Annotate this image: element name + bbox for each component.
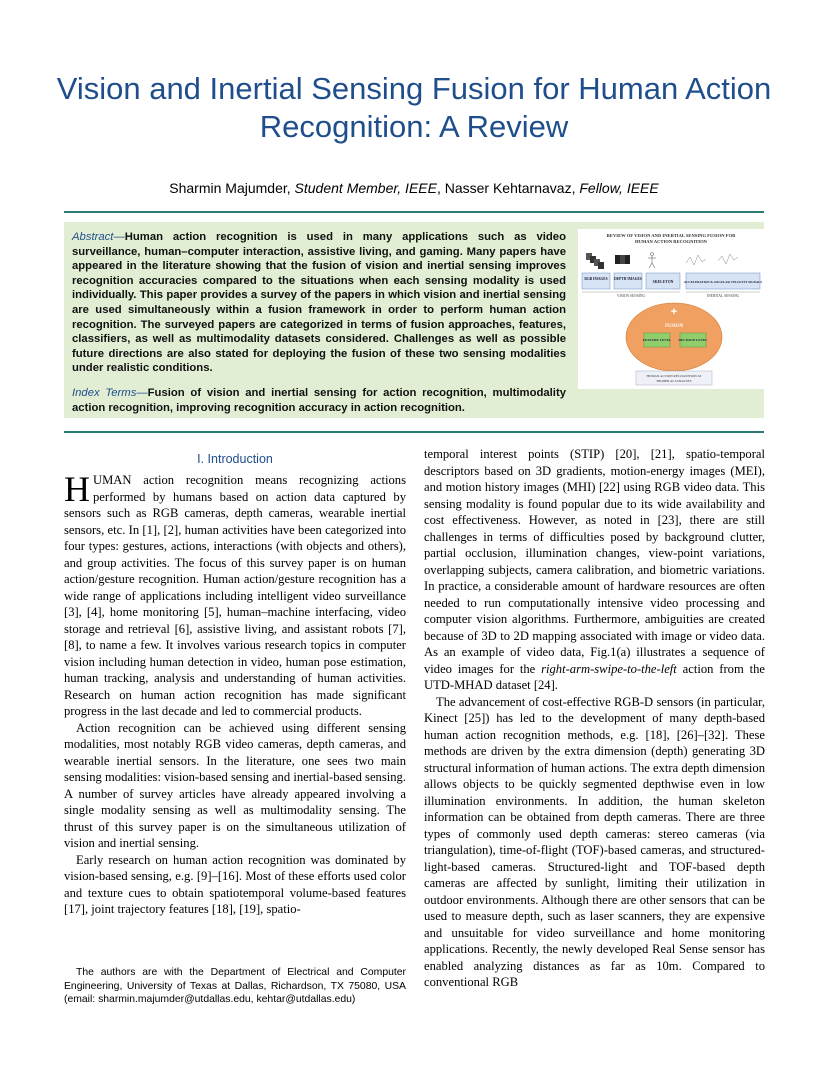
paragraph-3: Early research on human action recognition was dominated by vision-based sensing, e.g. [9]–[16]. Most of these efforts used color and texture cues to obtain spatiotemporal volume-based features [17], joint trajectory features [18], [19], spatio- bbox=[64, 852, 406, 916]
box-depth-label: DEPTH IMAGES bbox=[614, 277, 642, 281]
top-rule bbox=[64, 211, 764, 213]
plus-icon: + bbox=[670, 306, 678, 318]
author-separator: , Nasser Kehtarnavaz, bbox=[436, 180, 580, 196]
feature-level-label: FEATURE LEVEL bbox=[642, 338, 672, 342]
column-left bbox=[64, 469, 406, 918]
paragraph-4 bbox=[424, 446, 765, 694]
fig-title-1: REVIEW OF VISION AND INERTIAL SENSING FUSION FOR bbox=[606, 233, 736, 238]
footnote bbox=[64, 966, 406, 1007]
box-accel-label: ACCELERATION & ANGULAR VELOCITY SIGNALS bbox=[683, 280, 763, 284]
decision-level-label: DECISION LEVEL bbox=[678, 338, 708, 342]
author-line bbox=[40, 180, 788, 196]
index-terms bbox=[72, 386, 566, 415]
footnote-text: The authors are with the Department of Electrical and Computer Engineering, University of Texas at Dallas, Richardson, TX 75080, USA (email: sharmin.majumder@utdallas.edu, kehtar@utdallas.edu) bbox=[64, 967, 406, 1006]
paragraph-1-text: UMAN action recognition means recognizing actions performed by humans based on action data captured by sensors such as RGB cameras, depth cameras, wearable inertial sensors, etc. In [1], [2], human activities have been categorized into four types: gestures, actions, interactions (with objects and others), and group activities. The focus of this survey paper is on human action/gesture recognition. Human action/gesture recognition has a wide range of applications including intelligent video surveillance [3], [4], home monitoring [5], human–machine interfacing, video storage and retrieval [6], assistive living, and assistant robots [7], [8], to name a few. It involves various research topics in computer vision including human detection in video, human pose estimation, human tracking, analysis and understanding of human activities. Research on human action recognition has made significant progress in the last decade and led to commercial products. bbox=[64, 473, 406, 718]
abstract-dash: — bbox=[113, 231, 125, 243]
index-terms-dash: — bbox=[136, 387, 148, 399]
abstract bbox=[72, 230, 566, 376]
paragraph-4-text-a: temporal interest points (STIP) [20], [21], spatio-temporal descriptors based on 3D gradients, motion-energy images (MEI), and motion history images (MHI) [22] using RGB video data. This sensing modality is found popular due to its wide availability and cost effectiveness. However, as noted in [23], there are still challenges in terms of difficulties posed by background clutter, partial occlusion, illumination changes, view-point variations, overlapping subjects, camera calibration, and biometric variations. In practice, a considerable amount of hardware resources are often needed to run computationally intensive video processing and computer vision algorithms. Furthermore, ambiguities are created because of 3D to 2D mapping associated with image or video data. As an example of video data, Fig.1(a) illustrates a sequence of video images for the bbox=[424, 447, 765, 676]
author-1-role: Student Member, IEEE bbox=[294, 180, 437, 196]
action-name: right-arm-swipe-to-the-left bbox=[541, 661, 677, 676]
index-terms-lead: Index Terms bbox=[72, 387, 137, 399]
author-2-role: Fellow, IEEE bbox=[579, 180, 659, 196]
column-right bbox=[424, 446, 765, 991]
result-line-1: HUMAN ACTION RECOGNITION AT bbox=[646, 374, 702, 378]
depth-frames-icon bbox=[615, 255, 630, 264]
result-line-2: HIGHER ACCURACIES bbox=[656, 379, 692, 383]
box-rgb-label: RGB IMAGES bbox=[584, 277, 608, 281]
figure-svg bbox=[578, 229, 764, 389]
abstract-lead: Abstract bbox=[72, 231, 114, 243]
graphical-abstract-figure bbox=[578, 229, 764, 389]
author-1-name: Sharmin Majumder, bbox=[169, 180, 295, 196]
section-heading: I. Introduction bbox=[197, 452, 273, 466]
fusion-label: FUSION bbox=[664, 324, 684, 329]
fig-title-2: HUMAN ACTION RECOGNITION bbox=[635, 239, 707, 244]
paragraph-5: The advancement of cost-effective RGB-D sensors (in particular, Kinect [25]) has led to the development of many depth-based human action recognition methods, e.g. [18], [26]–[32]. These methods are driven by the extra dimension (depth) generating 3D structural information of human actions. The extra depth dimension allows objects to be quickly segmented depthwise even in low illumination environments. In addition, the human skeleton information can be obtained from depth cameras. There are three types of commonly used depth cameras: stereo cameras (via triangulation), time-of-flight (TOF)-based cameras, and structured-light-based cameras. Structured-light and TOF-based depth cameras are affected by sunlight, limiting their utilization in outdoor environments. Although there are other sensors that can be used to measure depth, such as laser scanners, they are expensive and unsuitable for video surveillance and home monitoring applications. Recently, the newly developed Real Sense sensor has enabled analyzing distances as far as 10m. Compared to conventional RGB bbox=[424, 694, 765, 989]
box-rgb bbox=[582, 273, 610, 289]
paper-title: Vision and Inertial Sensing Fusion for Human Action Recognition: A Review bbox=[56, 71, 772, 144]
box-skeleton-label: SKELETON bbox=[652, 280, 674, 284]
bottom-rule bbox=[64, 431, 764, 433]
box-depth bbox=[614, 273, 642, 289]
index-terms-body: Fusion of vision and inertial sensing for action recognition, multimodality action recognition, improving recognition accuracy in action recognition. bbox=[72, 387, 566, 414]
label-vision-sensing: VISION SENSING bbox=[616, 294, 646, 298]
paragraph-1 bbox=[64, 469, 406, 720]
paragraph-2: Action recognition can be achieved using different sensing modalities, most notably RGB video cameras, depth cameras, and wearable inertial sensors. In the literature, one sees two main sensing modalities: vision-based sensing and inertial-based sensing. A number of survey articles have already appeared involving a single modality sensing as well as multimodality sensing. The thrust of this survey paper is on the simultaneous utilization of vision and inertial sensing. bbox=[64, 720, 406, 850]
label-inertial-sensing: INERTIAL SENSING bbox=[706, 294, 740, 298]
paragraph-4-text-b: action from the UTD-MHAD dataset [24]. bbox=[424, 661, 765, 692]
drop-cap: H bbox=[64, 469, 90, 509]
abstract-body: Human action recognition is used in many applications such as video surveillance, human–computer interaction, assistive living, and gaming. Many papers have appeared in the literature showing that the fusion of vision and inertial sensing improves recognition accuracies compared to the situations when each sensing modality is used individually. This paper provides a survey of the papers in which vision and inertial sensing are used simultaneously within a fusion framework in order to perform human action recognition. The surveyed papers are categorized in terms of fusion approaches, features, classifiers, as well as multimodality datasets considered. Challenges as well as possible future directions are also stated for deploying the fusion of these two sensing modalities under realistic conditions. bbox=[72, 231, 566, 375]
